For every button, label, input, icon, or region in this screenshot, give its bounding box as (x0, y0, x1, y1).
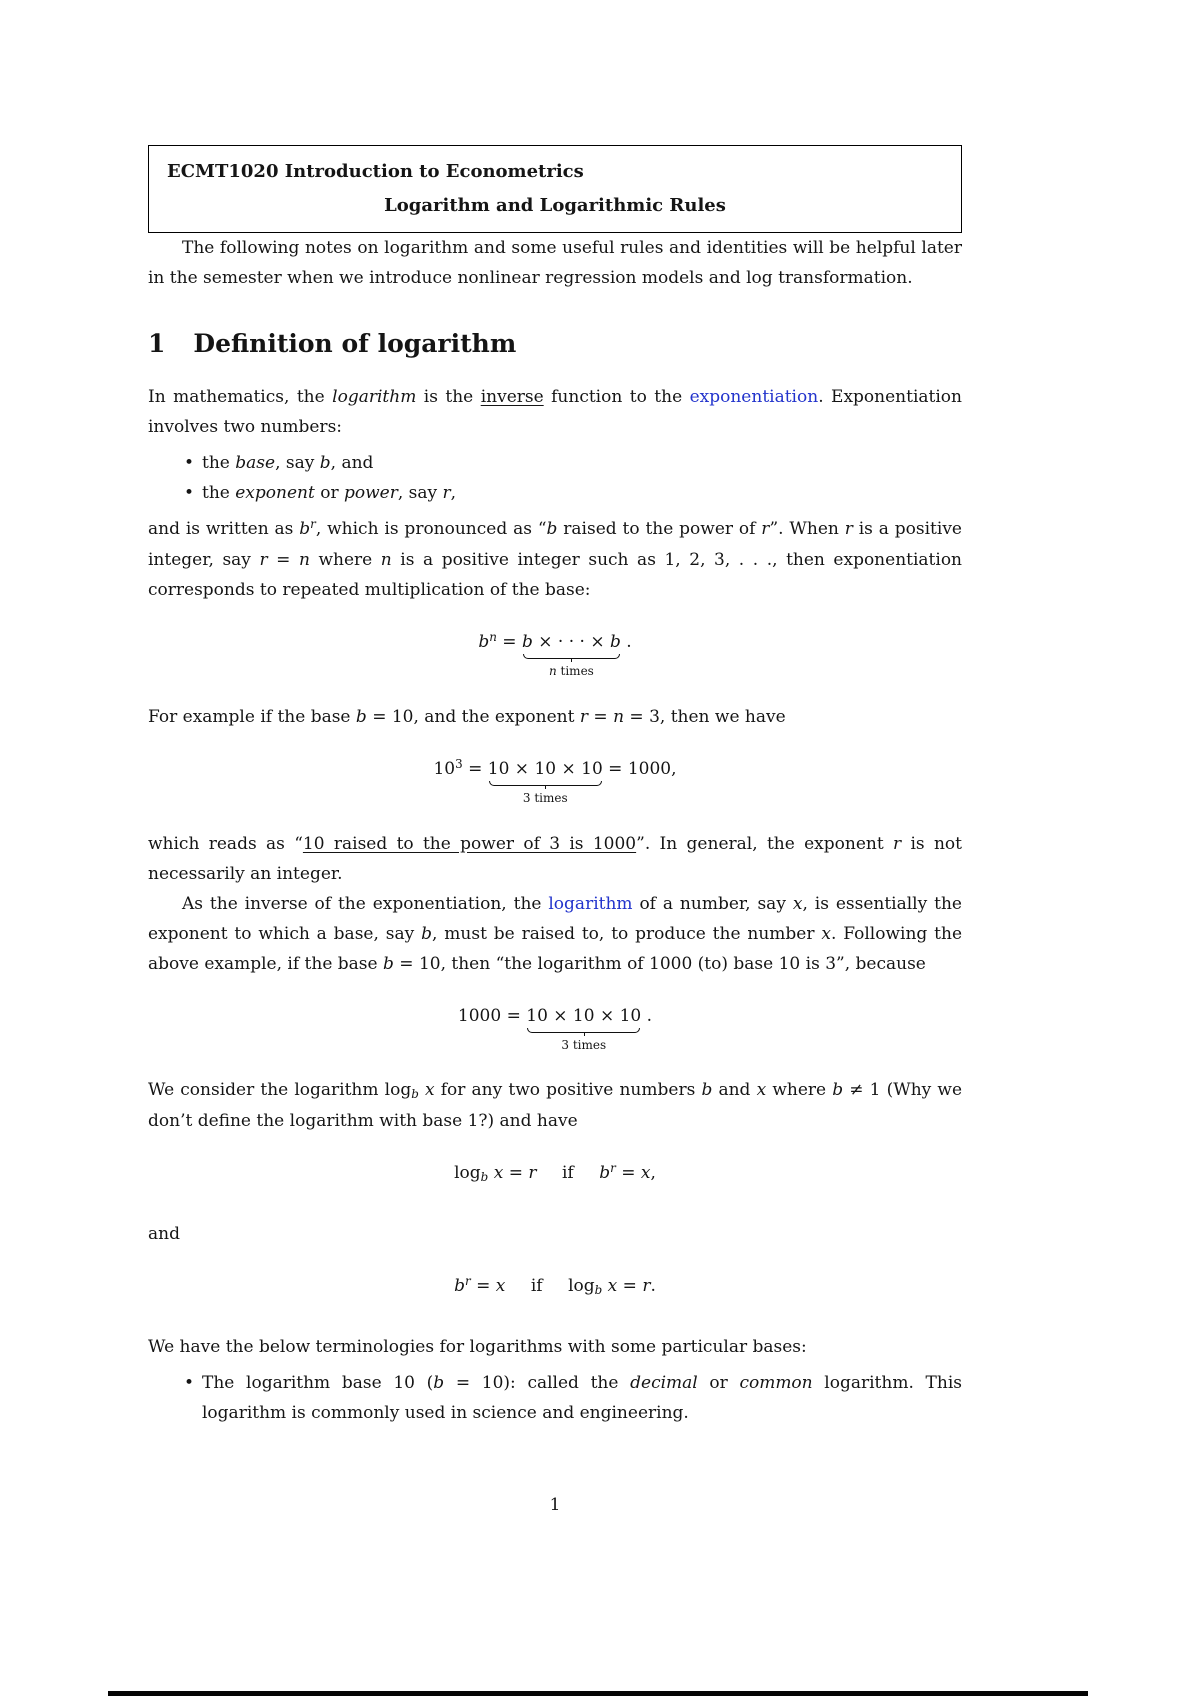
text-run: x (821, 924, 831, 944)
list-item-text (202, 448, 962, 478)
text-run: x (493, 1163, 504, 1183)
text-run: logarithm. This logarithm is commonly used in science and engineering. (202, 1373, 962, 1423)
text-run: × · · · × (532, 632, 610, 652)
para-example-base10 (148, 702, 962, 732)
bullet-icon: • (184, 453, 195, 473)
text-run: = (503, 1163, 529, 1183)
text-run: r (893, 834, 902, 854)
text-run: In mathematics, the (148, 387, 333, 407)
underbrace-icon (523, 654, 620, 659)
text-run: , (450, 483, 457, 503)
text-run: and (712, 1080, 757, 1100)
text-run: The logarithm base 10 ( (202, 1373, 434, 1393)
text-run: ”. When (769, 519, 845, 539)
text-run: is a positive integer, say (148, 519, 962, 570)
text-run: function to the (543, 387, 690, 407)
text-run: = (470, 1276, 496, 1296)
text-run: . (641, 1006, 653, 1026)
text-run: 10 × 10 × 10 (487, 759, 603, 779)
text-run: , say (397, 483, 443, 503)
text-run: b (521, 632, 533, 652)
text-run: 3 (455, 757, 463, 772)
text-run: = 10): called the (444, 1373, 631, 1393)
text-run: We have the below terminologies for logarithms with some particular bases: (148, 1337, 807, 1357)
list-item-text (202, 478, 962, 508)
text-run: = (462, 759, 488, 779)
para-inverse-logarithm (148, 889, 962, 979)
text-run: and (148, 1224, 180, 1244)
equation-power-iff-log (148, 1273, 962, 1300)
text-run: , (650, 1163, 656, 1183)
text-run: the (202, 483, 236, 503)
text-run: r (442, 483, 451, 503)
text-run: 1000 = (457, 1006, 527, 1026)
text-run: ”. In general, the exponent (636, 834, 894, 854)
text-run: = (617, 1276, 643, 1296)
text-run: if (530, 1276, 543, 1296)
text-run: r (310, 517, 316, 532)
text-run: x (756, 1080, 767, 1100)
text-run: x (425, 1080, 435, 1100)
text-run: x (607, 1276, 618, 1296)
section-title: Definition of logarithm (193, 329, 517, 358)
text-run: = 1000, (602, 759, 677, 779)
text-run: b (594, 1283, 603, 1298)
text-run: b (480, 1170, 489, 1185)
text-run: log (454, 1163, 481, 1183)
equation-10-cubed (148, 756, 962, 806)
para-log-definition (148, 1075, 962, 1136)
text-run: We consider the logarithm log (148, 1080, 412, 1100)
text-run: is a positive integer such as 1, 2, 3, . . ., then exponentiation corresponds to repeated multiplication of the base: (148, 550, 962, 600)
text-run: . (620, 632, 632, 652)
list-item-text (202, 1368, 962, 1428)
text-run: n (548, 664, 557, 679)
text-run: , must be raised to, to produce the number (432, 924, 822, 944)
text-run: r (761, 519, 770, 539)
text-run: power (343, 483, 398, 503)
bases-bullet-list (148, 1368, 962, 1428)
text-run: . Exponentiation involves two numbers: (148, 387, 962, 437)
text-run: for any two positive numbers (434, 1080, 702, 1100)
underbrace-expression (488, 759, 603, 779)
text-run: b (411, 1087, 419, 1102)
logarithm-link[interactable]: logarithm (548, 894, 633, 914)
equation-log-iff-power (148, 1160, 962, 1187)
text-run: log (568, 1276, 595, 1296)
text-run: b (383, 954, 394, 974)
text-run: of a number, say (632, 894, 793, 914)
text-run: For example if the base (148, 707, 356, 727)
text-run: 10 raised to the power of 3 is 1000 (302, 834, 637, 854)
text-run: decimal (630, 1373, 698, 1393)
text-run: . Following the above example, if the base (148, 924, 962, 974)
text-run: raised to the power of (557, 519, 762, 539)
text-run: n (380, 550, 392, 570)
exponent-bullet-list (148, 448, 962, 508)
text-run: = 10, then “the logarithm of 1000 (to) base 10 is 3”, because (393, 954, 926, 974)
text-run: b (609, 632, 621, 652)
text-run: r (610, 1161, 616, 1176)
text-run: x (495, 1276, 506, 1296)
text-run: b (546, 519, 558, 539)
text-run: 3 times (561, 1038, 607, 1053)
text-run: b (355, 707, 367, 727)
para-exponentiation-def (148, 382, 962, 442)
text-run: r (465, 1274, 471, 1289)
text-run: 3 times (522, 791, 568, 806)
text-run: x (792, 894, 803, 914)
text-run: n (298, 550, 310, 570)
text-run: , is essentially the exponent to which a base, say (148, 894, 962, 944)
underbrace-label (561, 1038, 606, 1053)
text-run: . (650, 1276, 656, 1296)
text-run: where (309, 550, 381, 570)
text-run: b (421, 924, 432, 944)
para-terminologies (148, 1332, 962, 1362)
text-run: = 3, then we have (624, 707, 786, 727)
underbrace-expression (522, 632, 621, 652)
underbrace-icon (489, 781, 602, 786)
text-run: is the (416, 387, 481, 407)
underbrace-group (526, 1006, 642, 1053)
text-run: and is written as (148, 519, 300, 539)
text-run: , say (275, 453, 320, 473)
text-run: , which is pronounced as “ (315, 519, 547, 539)
text-run: = 10, and the exponent (366, 707, 580, 727)
text-run: = (267, 550, 299, 570)
underbrace-expression (526, 1006, 641, 1026)
text-run: x (640, 1163, 651, 1183)
text-run: is not necessarily an integer. (148, 834, 963, 884)
text-run: b (478, 632, 490, 652)
text-run: = (496, 632, 522, 652)
text-run: b (299, 519, 311, 539)
section-number: 1 (148, 329, 166, 358)
page-number: 1 (549, 1495, 561, 1515)
intro-paragraph (148, 233, 962, 293)
text-run: exponent (235, 483, 315, 503)
text-run: 10 × 10 × 10 (526, 1006, 642, 1026)
course-title: ECMT1020 Introduction to Econometrics (167, 161, 584, 182)
text-run: the (202, 453, 236, 473)
text-run: As the inverse of the exponentiation, the (182, 894, 549, 914)
text-run: or (697, 1373, 740, 1393)
text-run: r (642, 1276, 651, 1296)
text-run: b (701, 1080, 713, 1100)
text-run: n (613, 707, 625, 727)
text-run: if (562, 1163, 574, 1183)
equation-1000-expansion (148, 1003, 962, 1053)
text-run: inverse (480, 387, 544, 407)
section-heading (148, 329, 962, 358)
list-item (184, 448, 962, 478)
text-run: ≠ 1 (Why we don’t define the logarithm with base 1?) and have (148, 1080, 963, 1131)
text-run: r (844, 519, 853, 539)
bullet-icon: • (184, 1373, 195, 1393)
text-run: logarithm (332, 387, 417, 407)
text-run: or (314, 483, 344, 503)
text-run: = (588, 707, 614, 727)
exponentiation-link[interactable]: exponentiation (689, 387, 819, 407)
scan-edge-artifact (108, 1691, 1088, 1696)
text-run: r (259, 550, 268, 570)
text-run: common (739, 1373, 813, 1393)
list-item (184, 478, 962, 508)
para-and-connector (148, 1219, 962, 1249)
text-run: b (433, 1373, 445, 1393)
content-column (148, 0, 962, 1434)
text-run: = (615, 1163, 641, 1183)
text-run: times (556, 664, 594, 679)
bullet-icon: • (184, 483, 195, 503)
list-item (184, 1368, 962, 1428)
underbrace-icon (527, 1028, 640, 1033)
text-run: b (454, 1276, 465, 1296)
underbrace-label (523, 791, 568, 806)
equation-b-power-n (148, 629, 962, 679)
text-run: b (319, 453, 331, 473)
doc-title: Logarithm and Logarithmic Rules (384, 195, 726, 216)
text-run: base (235, 453, 276, 473)
title-box (148, 145, 962, 233)
text-run: 10 (433, 759, 456, 779)
text-run: r (579, 707, 589, 727)
para-power-notation (148, 514, 962, 605)
para-reads-as (148, 829, 962, 889)
text-run: n (489, 630, 497, 645)
text-run: r (528, 1163, 537, 1183)
underbrace-label (549, 664, 594, 679)
text-run: The following notes on logarithm and some useful rules and identities will be helpful later in the semester when we introduce nonlinear regression models and log transformation. (148, 238, 962, 288)
text-run: , and (330, 453, 374, 473)
text-run: b (599, 1163, 611, 1183)
underbrace-group (487, 759, 603, 806)
text-run: which reads as “ (148, 834, 303, 854)
underbrace-group (521, 632, 621, 679)
text-run: where (766, 1080, 833, 1100)
text-run: b (832, 1080, 844, 1100)
